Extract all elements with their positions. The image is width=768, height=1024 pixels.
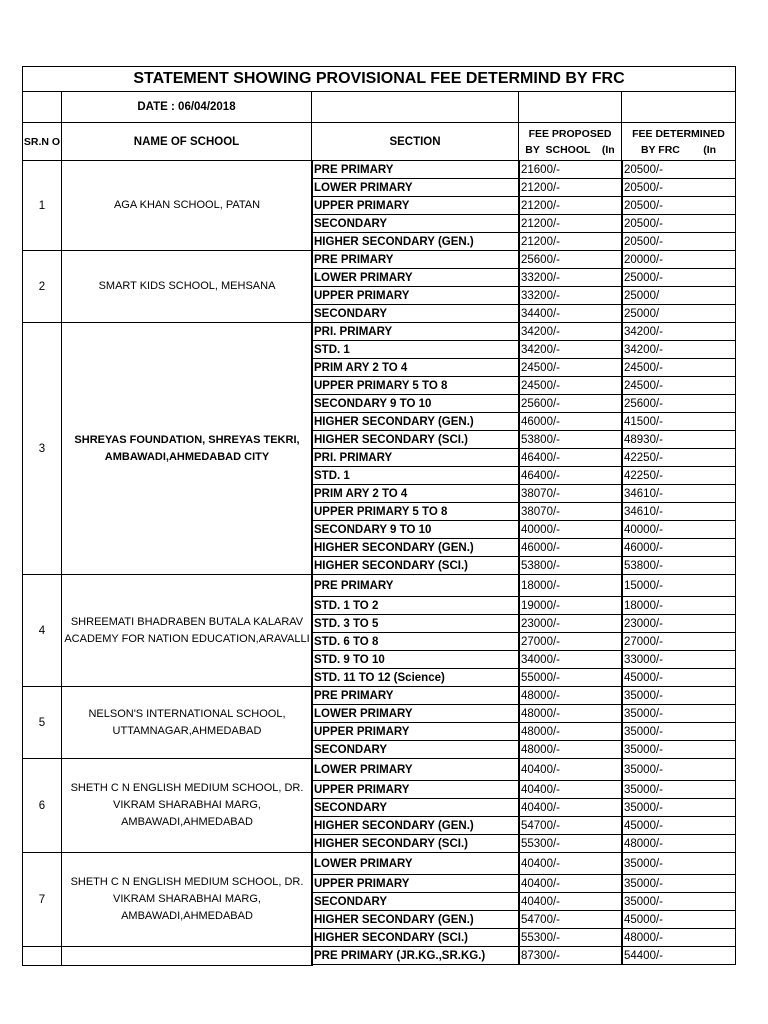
sr-no-cell: 7 xyxy=(22,852,62,947)
fee-determined-cell: 48930/- xyxy=(621,430,736,449)
section-cell: PRE PRIMARY xyxy=(311,686,520,705)
fee-determined-cell: 25000/ xyxy=(621,286,736,305)
fee-proposed-cell: 55300/- xyxy=(518,834,623,853)
fee-determined-cell: 20500/- xyxy=(621,160,736,179)
section-cell: LOWER PRIMARY xyxy=(311,268,520,287)
sr-no-cell: 6 xyxy=(22,758,62,853)
fee-proposed-cell: 21200/- xyxy=(518,214,623,233)
fee-determined-cell: 35000/- xyxy=(621,892,736,911)
fee-proposed-cell: 40400/- xyxy=(518,892,623,911)
sr-no-cell: 1 xyxy=(22,160,62,251)
fee-proposed-cell: 38070/- xyxy=(518,484,623,503)
fee-proposed-cell: 21600/- xyxy=(518,160,623,179)
section-cell: HIGHER SECONDARY (GEN.) xyxy=(311,538,520,557)
sr-no-cell: 2 xyxy=(22,250,62,323)
school-name-cell: SHETH C N ENGLISH MEDIUM SCHOOL, DR. VIKRAM SHARABHAI MARG, AMBAWADI,AHMEDABAD xyxy=(61,758,313,853)
section-cell: UPPER PRIMARY xyxy=(311,196,520,215)
fee-proposed-cell: 46000/- xyxy=(518,412,623,431)
fee-determined-cell: 35000/- xyxy=(621,798,736,817)
fee-determined-cell: 34610/- xyxy=(621,484,736,503)
section-cell: UPPER PRIMARY xyxy=(311,780,520,799)
fee-proposed-cell: 40400/- xyxy=(518,780,623,799)
section-cell: HIGHER SECONDARY (SCI.) xyxy=(311,928,520,947)
fee-determined-cell: 27000/- xyxy=(621,632,736,651)
statement-title: STATEMENT SHOWING PROVISIONAL FEE DETERMIND BY FRC xyxy=(22,66,736,92)
section-cell: LOWER PRIMARY xyxy=(311,758,520,781)
sr-no-cell xyxy=(22,946,62,966)
fee-determined-cell: 35000/- xyxy=(621,722,736,741)
section-cell: STD. 6 TO 8 xyxy=(311,632,520,651)
fee-proposed-cell: 33200/- xyxy=(518,268,623,287)
fee-proposed-cell: 25600/- xyxy=(518,250,623,269)
date-label: DATE : 06/04/2018 xyxy=(61,91,312,123)
fee-proposed-cell: 46400/- xyxy=(518,448,623,467)
fee-determined-cell: 25000/ xyxy=(621,304,736,323)
section-cell: HIGHER SECONDARY (GEN.) xyxy=(311,412,520,431)
section-cell: SECONDARY xyxy=(311,214,520,233)
section-cell: SECONDARY 9 TO 10 xyxy=(311,520,520,539)
fee-determined-cell: 54400/- xyxy=(621,946,736,965)
sr-no-cell: 5 xyxy=(22,686,62,759)
fee-proposed-cell: 19000/- xyxy=(518,596,623,615)
section-cell: LOWER PRIMARY xyxy=(311,704,520,723)
fee-determined-cell: 40000/- xyxy=(621,520,736,539)
fee-proposed-cell: 21200/- xyxy=(518,196,623,215)
section-cell: STD. 1 TO 2 xyxy=(311,596,520,615)
section-cell: STD. 9 TO 10 xyxy=(311,650,520,669)
fee-proposed-cell: 38070/- xyxy=(518,502,623,521)
fee-determined-cell: 24500/- xyxy=(621,358,736,377)
school-name-cell: SMART KIDS SCHOOL, MEHSANA xyxy=(61,250,313,323)
header-blank-proposed xyxy=(518,91,622,123)
fee-determined-cell: 18000/- xyxy=(621,596,736,615)
section-cell: HIGHER SECONDARY (GEN.) xyxy=(311,910,520,929)
fee-determined-cell: 35000/- xyxy=(621,780,736,799)
section-cell: HIGHER SECONDARY (GEN.) xyxy=(311,232,520,251)
section-cell: SECONDARY xyxy=(311,304,520,323)
fee-proposed-cell: 24500/- xyxy=(518,376,623,395)
section-cell: PRIM ARY 2 TO 4 xyxy=(311,358,520,377)
fee-determined-header xyxy=(621,122,736,161)
fee-determined-cell: 45000/- xyxy=(621,816,736,835)
section-cell: SECONDARY xyxy=(311,798,520,817)
fee-determined-cell: 35000/- xyxy=(621,704,736,723)
header-blank-determined xyxy=(621,91,736,123)
section-cell: UPPER PRIMARY xyxy=(311,874,520,893)
fee-proposed-cell: 54700/- xyxy=(518,816,623,835)
section-cell: HIGHER SECONDARY (SCI.) xyxy=(311,556,520,575)
section-header: SECTION xyxy=(311,122,519,161)
fee-proposed-cell: 18000/- xyxy=(518,574,623,597)
fee-determined-cell: 34610/- xyxy=(621,502,736,521)
fee-determined-cell: 53800/- xyxy=(621,556,736,575)
fee-determined-cell: 20500/- xyxy=(621,178,736,197)
fee-determined-cell: 42250/- xyxy=(621,448,736,467)
section-cell: UPPER PRIMARY 5 TO 8 xyxy=(311,502,520,521)
section-cell: HIGHER SECONDARY (GEN.) xyxy=(311,816,520,835)
section-cell: STD. 3 TO 5 xyxy=(311,614,520,633)
school-name-cell: SHREYAS FOUNDATION, SHREYAS TEKRI, AMBAWADI,AHMEDABAD CITY xyxy=(61,322,313,575)
school-name-header: NAME OF SCHOOL xyxy=(61,122,312,161)
section-cell: STD. 1 xyxy=(311,340,520,359)
fee-determined-cell: 25600/- xyxy=(621,394,736,413)
fee-proposed-cell: 55300/- xyxy=(518,928,623,947)
section-cell: PRIM ARY 2 TO 4 xyxy=(311,484,520,503)
section-cell: HIGHER SECONDARY (SCI.) xyxy=(311,430,520,449)
fee-determined-cell: 20500/- xyxy=(621,196,736,215)
sr-no-cell: 3 xyxy=(22,322,62,575)
fee-proposed-cell: 46000/- xyxy=(518,538,623,557)
fee-proposed-cell: 53800/- xyxy=(518,430,623,449)
fee-proposed-cell: 33200/- xyxy=(518,286,623,305)
fee-proposed-cell: 23000/- xyxy=(518,614,623,633)
fee-determined-cell: 24500/- xyxy=(621,376,736,395)
fee-proposed-cell: 40400/- xyxy=(518,758,623,781)
fee-determined-cell: 42250/- xyxy=(621,466,736,485)
fee-proposed-cell: 55000/- xyxy=(518,668,623,687)
sr-no-header: SR.N O xyxy=(22,122,62,161)
section-cell: HIGHER SECONDARY (SCI.) xyxy=(311,834,520,853)
sr-no-cell: 4 xyxy=(22,574,62,687)
section-cell: UPPER PRIMARY xyxy=(311,286,520,305)
fee-determined-cell: 33000/- xyxy=(621,650,736,669)
fee-determined-cell: 41500/- xyxy=(621,412,736,431)
section-cell: LOWER PRIMARY xyxy=(311,178,520,197)
fee-determined-cell: 45000/- xyxy=(621,668,736,687)
fee-determined-cell: 48000/- xyxy=(621,928,736,947)
fee-determined-cell: 35000/- xyxy=(621,740,736,759)
school-name-cell: AGA KHAN SCHOOL, PATAN xyxy=(61,160,313,251)
header-blank-section xyxy=(311,91,519,123)
section-cell: PRI. PRIMARY xyxy=(311,448,520,467)
fee-proposed-header-line1: FEE PROPOSED xyxy=(528,128,612,140)
section-cell: SECONDARY xyxy=(311,740,520,759)
fee-determined-cell: 35000/- xyxy=(621,852,736,875)
fee-proposed-cell: 24500/- xyxy=(518,358,623,377)
fee-proposed-cell: 21200/- xyxy=(518,232,623,251)
fee-determined-cell: 45000/- xyxy=(621,910,736,929)
school-name-cell: SHREEMATI BHADRABEN BUTALA KALARAV ACADEMY FOR NATION EDUCATION,ARAVALLI xyxy=(61,574,313,687)
school-name-cell: SHETH C N ENGLISH MEDIUM SCHOOL, DR. VIKRAM SHARABHAI MARG, AMBAWADI,AHMEDABAD xyxy=(61,852,313,947)
fee-proposed-cell: 54700/- xyxy=(518,910,623,929)
fee-proposed-cell: 21200/- xyxy=(518,178,623,197)
section-cell: LOWER PRIMARY xyxy=(311,852,520,875)
fee-determined-cell: 46000/- xyxy=(621,538,736,557)
fee-proposed-cell: 48000/- xyxy=(518,704,623,723)
school-name-cell: NELSON'S INTERNATIONAL SCHOOL, UTTAMNAGAR,AHMEDABAD xyxy=(61,686,313,759)
fee-proposed-cell: 46400/- xyxy=(518,466,623,485)
section-cell: UPPER PRIMARY 5 TO 8 xyxy=(311,376,520,395)
fee-determined-cell: 23000/- xyxy=(621,614,736,633)
section-cell: PRE PRIMARY xyxy=(311,160,520,179)
fee-proposed-cell: 34200/- xyxy=(518,340,623,359)
fee-proposed-cell: 34000/- xyxy=(518,650,623,669)
fee-proposed-cell: 53800/- xyxy=(518,556,623,575)
fee-determined-cell: 20500/- xyxy=(621,232,736,251)
section-cell: PRE PRIMARY (JR.KG.,SR.KG.) xyxy=(311,946,520,965)
fee-determined-cell: 35000/- xyxy=(621,686,736,705)
fee-proposed-cell: 48000/- xyxy=(518,722,623,741)
fee-determined-cell: 15000/- xyxy=(621,574,736,597)
fee-determined-cell: 20000/- xyxy=(621,250,736,269)
fee-proposed-cell: 34200/- xyxy=(518,322,623,341)
fee-determined-cell: 34200/- xyxy=(621,322,736,341)
fee-proposed-cell: 34400/- xyxy=(518,304,623,323)
header-blank-sr xyxy=(22,91,62,123)
section-cell: PRI. PRIMARY xyxy=(311,322,520,341)
section-cell: SECONDARY xyxy=(311,892,520,911)
section-cell: STD. 1 xyxy=(311,466,520,485)
fee-determined-cell: 34200/- xyxy=(621,340,736,359)
section-cell: PRE PRIMARY xyxy=(311,574,520,597)
fee-proposed-cell: 40400/- xyxy=(518,852,623,875)
fee-determined-cell: 25000/- xyxy=(621,268,736,287)
fee-proposed-cell: 40000/- xyxy=(518,520,623,539)
fee-proposed-cell: 40400/- xyxy=(518,874,623,893)
school-name-cell xyxy=(61,946,313,966)
fee-proposed-cell: 40400/- xyxy=(518,798,623,817)
fee-determined-header-line2: BY FRC (In xyxy=(640,144,717,156)
fee-proposed-cell: 48000/- xyxy=(518,740,623,759)
fee-determined-cell: 35000/- xyxy=(621,758,736,781)
fee-proposed-header-line2: BY SCHOOL (In xyxy=(525,144,615,156)
fee-proposed-header xyxy=(518,122,622,161)
section-cell: PRE PRIMARY xyxy=(311,250,520,269)
fee-determined-cell: 48000/- xyxy=(621,834,736,853)
fee-proposed-cell: 87300/- xyxy=(518,946,623,965)
fee-determined-cell: 35000/- xyxy=(621,874,736,893)
fee-determined-cell: 20500/- xyxy=(621,214,736,233)
fee-proposed-cell: 25600/- xyxy=(518,394,623,413)
section-cell: UPPER PRIMARY xyxy=(311,722,520,741)
section-cell: SECONDARY 9 TO 10 xyxy=(311,394,520,413)
section-cell: STD. 11 TO 12 (Science) xyxy=(311,668,520,687)
fee-proposed-cell: 48000/- xyxy=(518,686,623,705)
fee-determined-header-line1: FEE DETERMINED xyxy=(632,128,725,140)
fee-proposed-cell: 27000/- xyxy=(518,632,623,651)
